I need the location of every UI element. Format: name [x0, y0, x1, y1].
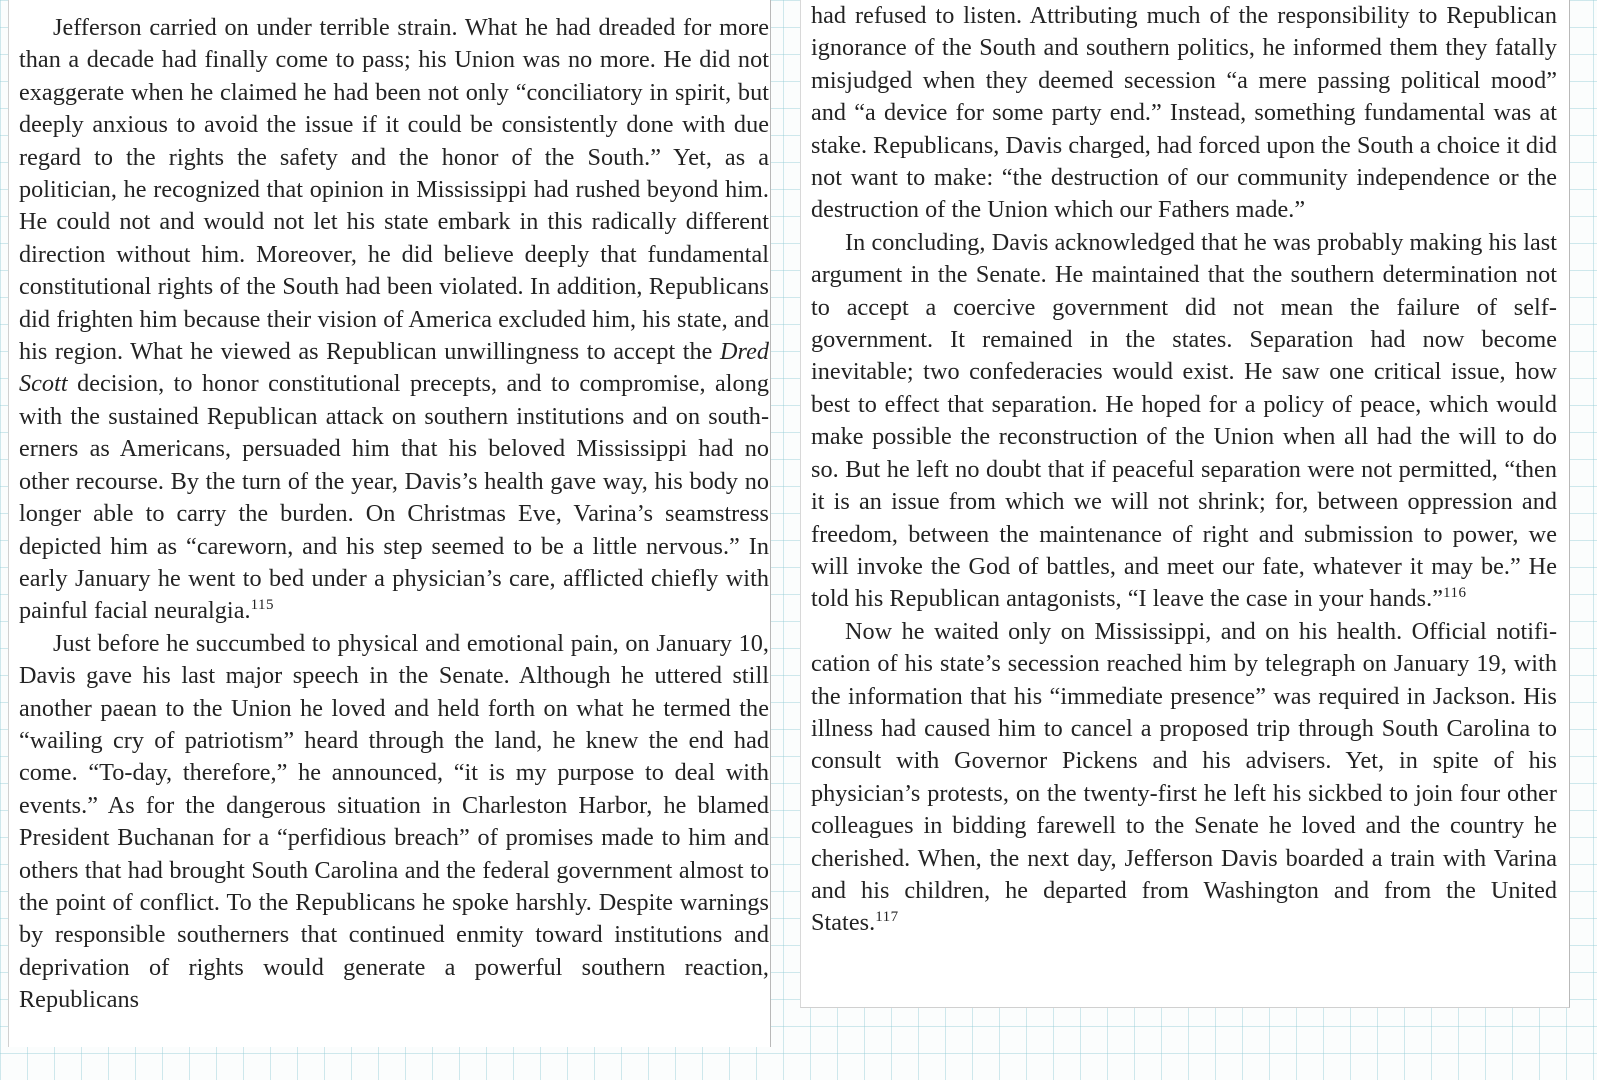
- paragraph-text: Jefferson carried on under terrible strain. What he had dreaded for more than a decade had finally come to pass; his Union was no more. He did not exaggerate when he claimed he had been not only “conciliatory in spirit, but deeply anxious to avoid the issue if it could be consistently done with due regard to the rights the safety and the honor of the South.” Yet, as a politician, he recognized that opinion in Mississippi had rushed beyond him. He could not and would not let his state embark in this radically different direction without him. Moreover, he did believe deeply that fundamental constitutional rights of the South had been violated. In addition, Republicans did frighten him because their vision of America excluded him, his state, and his region. What he viewed as Republican unwillingness to accept the: [19, 14, 769, 366]
- paragraph-text: In concluding, Davis acknowledged that he was probably making his last argument in the Senate. He maintained that the southern determination not to accept a coercive government did not mean the failure of self-government. It remained in the states. Separation had now become inevitable; two confederacies would exist. He saw one critical issue, how best to effect that separation. He hoped for a policy of peace, which would make possible the reconstruction of the Union when all had the will to do so. But he left no doubt that if peaceful separation were not permitted, “then it is an issue from which we will not shrink; for, between oppression and freedom, between the maintenance of right and submission to power, we will invoke the God of battles, and meet our fate, whatever it may be.” He told his Republican antagonists, “I leave the case in your hands.”: [811, 228, 1557, 613]
- paragraph-text: Now he waited only on Mississippi, and on his health. Official notification of his state’s secession reached him by telegraph on January 19, with the information that his “immediate presence” was required in Jackson. His illness had caused him to cancel a proposed trip through South Carolina to consult with Governor Pickens and his advisers. Yet, in spite of his physician’s protests, on the twenty-first he left his sickbed to join four other colleagues in bidding farewell to the Senate he loved and the country he cherished. When, the next day, Jefferson Davis boarded a train with Varina and his children, he departed from Washington and from the United States.: [811, 617, 1557, 937]
- footnote-marker: 115: [250, 597, 275, 614]
- footnote-marker: 117: [875, 909, 899, 926]
- paragraph-jefferson-strain: [19, 12, 769, 628]
- right-page-clipping: [800, 0, 1570, 1008]
- right-text-column: [811, 0, 1557, 940]
- paragraph-text: decision, to honor constitutional precepts, and to compromise, along with the sustained Republican attack on southern institutions and on southerners as Americans, persuaded him that his beloved Mississippi had no other recourse. By the turn of the year, Davis’s health gave way, his body no longer able to carry the burden. On Christmas Eve, Varina’s seamstress depicted him as “careworn, and his step seemed to be a little nervous.” In early January he went to bed under a physician’s care, afflicted chiefly with painful facial neuralgia.: [19, 370, 769, 625]
- paragraph-last-speech: Just before he succumbed to physical and emotional pain, on January 10, Davis gave his last major speech in the Senate. Although he uttered still another paean to the Union he loved and held forth on what he termed the “wailing cry of patriotism” heard through the land, he knew the end had come. “To-day, therefore,” he announced, “it is my purpose to deal with events.” As for the dangerous situation in Charleston Harbor, he blamed President Buchanan for a “perfidious breach” of promises made to him and others that had brought South Carolina and the federal government almost to the point of conflict. To the Republicans he spoke harshly. Despite warnings by responsible southerners that continued enmity toward institutions and deprivation of rights would generate a powerful southern reaction, Republicans: [19, 629, 769, 1014]
- paragraph-waited-on-mississippi: [811, 616, 1557, 940]
- left-text-column: [19, 12, 769, 1017]
- paragraph-refused-to-listen: had refused to listen. Attributing much of the responsibility to Republican ignorance of the South and southern politics, he informed them they fatally misjudged when they deemed secession “a mere passing political mood” and “a device for some party end.” Instead, something fundamental was at stake. Republicans, Davis charged, had forced upon the South a choice it did not want to make: “the destruction of our community independence or the destruction of the Union which our Fathers made.”: [811, 2, 1557, 224]
- footnote-marker: 116: [1443, 585, 1467, 602]
- left-page-clipping: [8, 0, 771, 1047]
- italic-case-title: Dred Scott: [19, 338, 769, 398]
- paragraph-concluding: [811, 227, 1557, 616]
